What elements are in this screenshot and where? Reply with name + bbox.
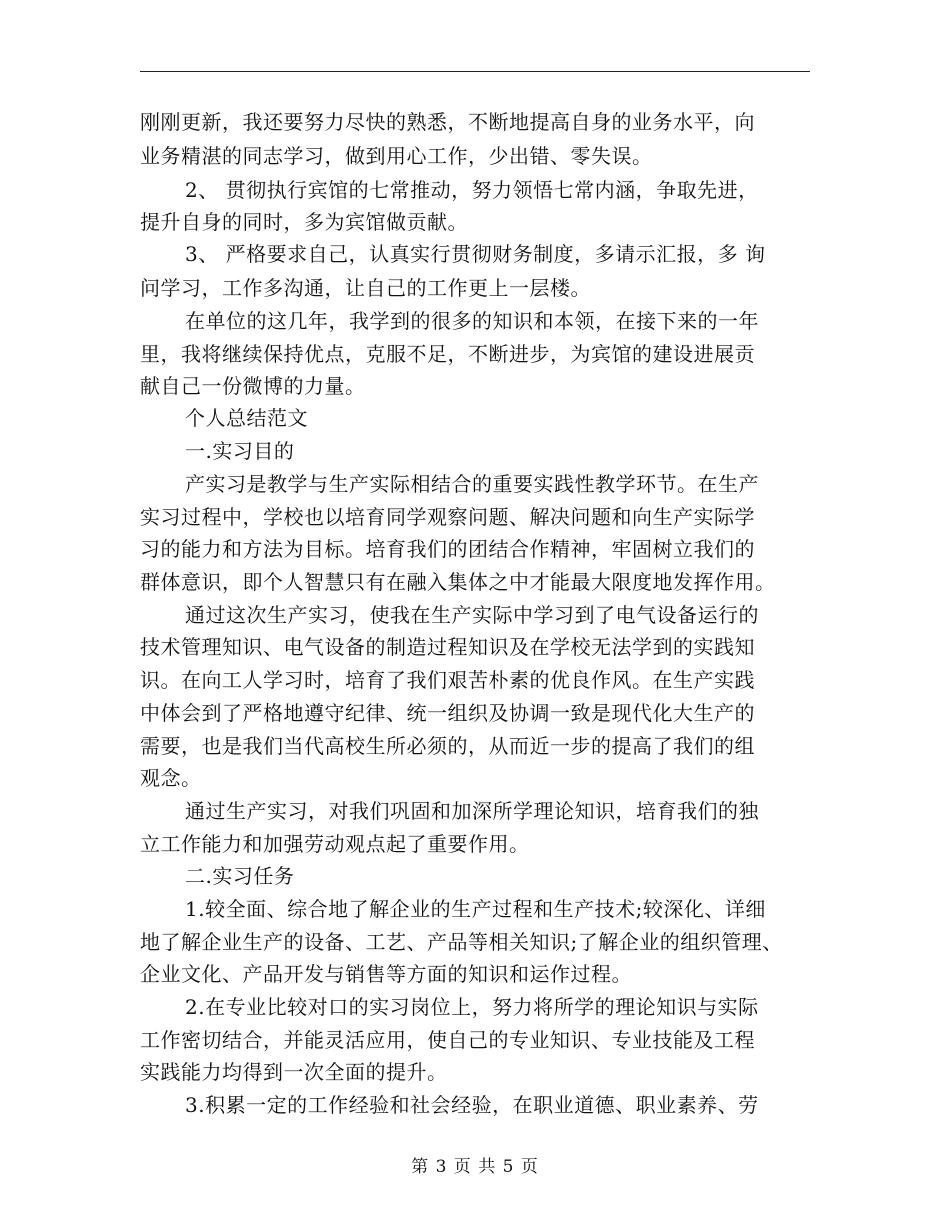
text-line: 观念。 [140, 766, 202, 790]
text-line: 通过这次生产实习，使我在生产实际中学习到了电气设备运行的 [185, 603, 759, 627]
text-line: 3.积累一定的工作经验和社会经验，在职业道德、职业素养、劳 [185, 1093, 759, 1117]
text-line: 业务精湛的同志学习，做到用心工作，少出错、零失误。 [140, 144, 653, 168]
text-line: 献自己一份微博的力量。 [140, 374, 366, 398]
text-line: 问学习，工作多沟通，让自己的工作更上一层楼。 [140, 276, 591, 300]
text-line: 里，我将继续保持优点，克服不足，不断进步，为宾馆的建设进展贡 [140, 342, 755, 366]
section-heading: 二.实习任务 [185, 864, 295, 888]
text-line: 技术管理知识、电气设备的制造过程知识及在学校无法学到的实践知 [140, 635, 755, 659]
text-line: 实践能力均得到一次全面的提升。 [140, 1060, 448, 1084]
text-line: 群体意识，即个人智慧只有在融入集体之中才能最大限度地发挥作用。 [140, 570, 776, 594]
text-line: 产实习是教学与生产实际相结合的重要实践性教学环节。在生产 [185, 472, 759, 496]
text-line: 通过生产实习，对我们巩固和加深所学理论知识，培育我们的独 [185, 799, 759, 823]
text-line: 企业文化、产品开发与销售等方面的知识和运作过程。 [140, 962, 632, 986]
text-line: 实习过程中，学校也以培育同学观察问题、解决问题和向生产实际学 [140, 505, 755, 529]
text-line: 立工作能力和加强劳动观点起了重要作用。 [140, 832, 530, 856]
page-number: 第 3 页 共 5 页 [411, 1157, 539, 1177]
text-line: 工作密切结合，并能灵活应用，使自己的专业知识、专业技能及工程 [140, 1028, 755, 1052]
text-line: 在单位的这几年，我学到的很多的知识和本领，在接下来的一年 [185, 309, 759, 333]
text-line: 2.在专业比较对口的实习岗位上，努力将所学的理论知识与实际 [185, 995, 759, 1019]
section-heading: 一.实习目的 [185, 439, 295, 463]
text-line: 1.较全面、综合地了解企业的生产过程和生产技术;较深化、详细 [185, 897, 766, 921]
text-line: 地了解企业生产的设备、工艺、产品等相关知识;了解企业的组织管理、 [140, 930, 783, 954]
text-line: 3、 严格要求自己，认真实行贯彻财务制度，多请示汇报，多 询 [185, 242, 766, 266]
text-line: 提升自身的同时，多为宾馆做贡献。 [140, 210, 468, 234]
text-line: 2、 贯彻执行宾馆的七常推动，努力领悟七常内涵，争取先进， [185, 178, 759, 202]
text-line: 需要，也是我们当代高校生所必须的，从而近一步的提高了我们的组 [140, 734, 755, 758]
text-line: 刚刚更新，我还要努力尽快的熟悉，不断地提高自身的业务水平，向 [140, 110, 755, 134]
section-heading: 个人总结范文 [185, 406, 308, 430]
header-rule [140, 71, 810, 72]
text-line: 中体会到了严格地遵守纪律、统一组织及协调一致是现代化大生产的 [140, 701, 755, 725]
text-line: 识。在向工人学习时，培育了我们艰苦朴素的优良作风。在生产实践 [140, 668, 755, 692]
text-line: 习的能力和方法为目标。培育我们的团结合作精神，牢固树立我们的 [140, 537, 755, 561]
